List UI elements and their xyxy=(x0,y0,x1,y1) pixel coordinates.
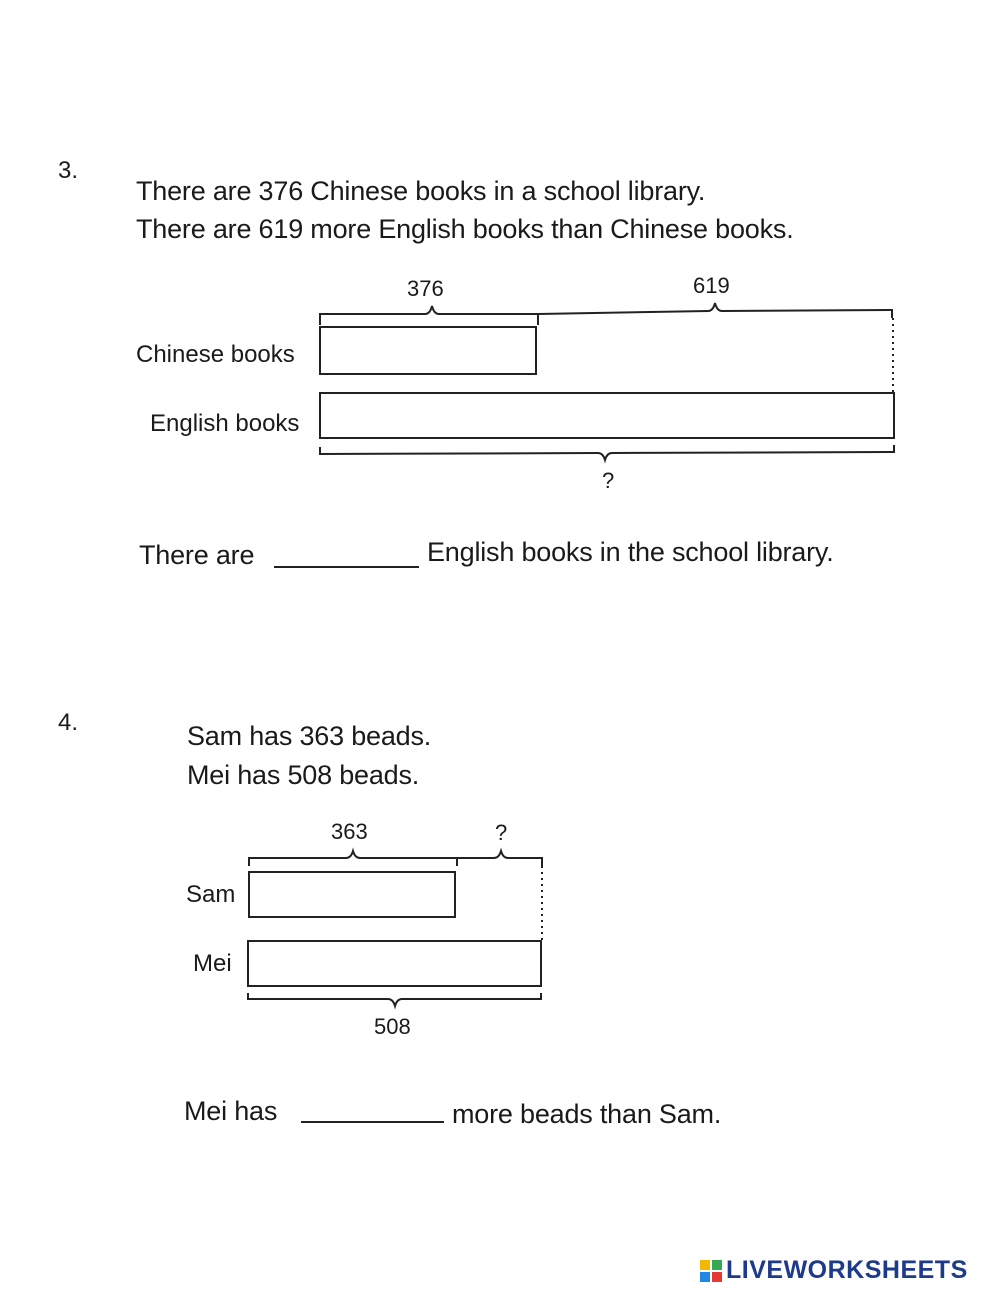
q3-row2-label: English books xyxy=(150,410,300,437)
q3-row1-label: Chinese books xyxy=(136,341,295,368)
q4-answer-suffix: more beads than Sam. xyxy=(452,1099,722,1129)
q3-answer-prefix: There are xyxy=(139,540,255,570)
q4-problem-line1: Sam has 363 beads. xyxy=(187,721,432,751)
q4-row1-label: Sam xyxy=(186,881,236,908)
q3-bottom-value: ? xyxy=(602,468,615,493)
q3-top-left-value: 376 xyxy=(407,276,444,301)
q3-answer-suffix: English books in the school library. xyxy=(427,537,834,567)
liveworksheets-logo xyxy=(700,1256,968,1285)
q4-top-left-value: 363 xyxy=(331,819,368,844)
q4-answer-prefix: Mei has xyxy=(184,1096,278,1126)
q4-answer-blank[interactable] xyxy=(301,1121,444,1123)
q3-number: 3. xyxy=(58,157,79,184)
q4-number: 4. xyxy=(58,709,79,736)
q4-row2-label: Mei xyxy=(193,950,232,977)
q4-bar-mei xyxy=(248,941,541,986)
q3-top-right-value: 619 xyxy=(693,273,730,298)
q4-top-brace-left xyxy=(249,851,457,866)
liveworksheets-logo-icon xyxy=(700,1260,722,1282)
liveworksheets-brand-text: LIVEWORKSHEETS xyxy=(726,1256,968,1284)
q3-problem-line1: There are 376 Chinese books in a school library. xyxy=(136,176,706,206)
q4-top-right-value: ? xyxy=(495,820,508,845)
q3-problem-line2: There are 619 more English books than Chinese books. xyxy=(136,214,794,244)
q4-top-brace-right xyxy=(457,851,542,866)
q4-bottom-brace xyxy=(248,993,541,1006)
q4-problem-line2: Mei has 508 beads. xyxy=(187,760,420,790)
q4-bar-sam xyxy=(249,872,455,917)
q4-bottom-value: 508 xyxy=(374,1014,411,1039)
